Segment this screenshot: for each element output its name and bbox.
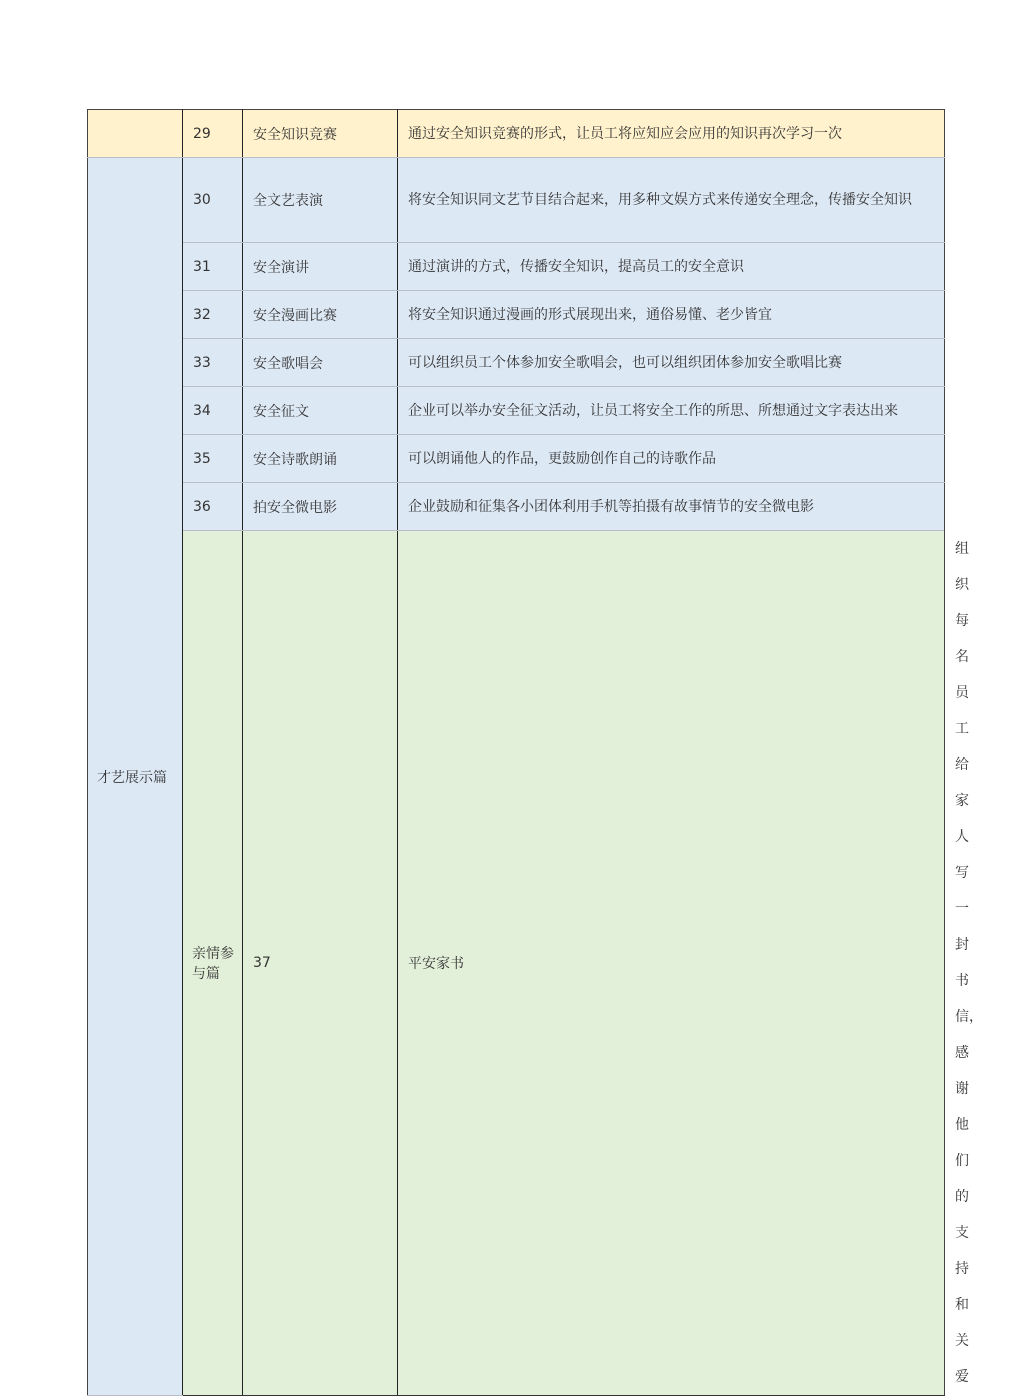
activity-description: 可以组织员工个体参加安全歌唱会，也可以组织团体参加安全歌唱比赛 (398, 339, 945, 387)
activity-name: 安全漫画比赛 (243, 291, 398, 339)
activity-name: 平安家书 (398, 531, 945, 1396)
activity-name: 安全演讲 (243, 243, 398, 291)
row-number: 29 (183, 110, 243, 158)
category-talent: 才艺展示篇 (88, 158, 183, 1396)
table-row (88, 387, 945, 435)
row-number: 30 (183, 158, 243, 243)
activity-description: 将安全知识通过漫画的形式展现出来，通俗易懂、老少皆宜 (398, 291, 945, 339)
table-row (88, 110, 945, 158)
table-row (88, 339, 945, 387)
activity-name: 安全歌唱会 (243, 339, 398, 387)
row-number: 32 (183, 291, 243, 339)
table-row: 亲情参与篇 37 平安家书 组织每名员工给家人写一封书信，感谢他们的支持和关爱 (88, 531, 945, 1396)
row-number: 31 (183, 243, 243, 291)
activity-name: 安全诗歌朗诵 (243, 435, 398, 483)
activity-table (87, 109, 983, 1396)
activity-description: 企业可以举办安全征文活动，让员工将安全工作的所思、所想通过文字表达出来 (398, 387, 945, 435)
activity-description: 将安全知识同文艺节目结合起来，用多种文娱方式来传递安全理念，传播安全知识 (398, 158, 945, 243)
row-number: 33 (183, 339, 243, 387)
activity-description: 可以朗诵他人的作品，更鼓励创作自己的诗歌作品 (398, 435, 945, 483)
activity-name: 拍安全微电影 (243, 483, 398, 531)
activity-name: 全文艺表演 (243, 158, 398, 243)
table-row (88, 158, 945, 243)
activity-description: 通过演讲的方式，传播安全知识，提高员工的安全意识 (398, 243, 945, 291)
table-row (88, 435, 945, 483)
table-row (88, 291, 945, 339)
activity-description: 企业鼓励和征集各小团体利用手机等拍摄有故事情节的安全微电影 (398, 483, 945, 531)
row-number: 35 (183, 435, 243, 483)
table-row (88, 483, 945, 531)
table-row (88, 243, 945, 291)
row-number: 34 (183, 387, 243, 435)
activity-name: 安全征文 (243, 387, 398, 435)
row-number: 36 (183, 483, 243, 531)
activity-name: 安全知识竞赛 (243, 110, 398, 158)
activity-description: 通过安全知识竞赛的形式，让员工将应知应会应用的知识再次学习一次 (398, 110, 945, 158)
row-number: 37 (243, 531, 398, 1396)
category-family: 亲情参与篇 (183, 531, 243, 1396)
category-cell-empty (88, 110, 183, 158)
